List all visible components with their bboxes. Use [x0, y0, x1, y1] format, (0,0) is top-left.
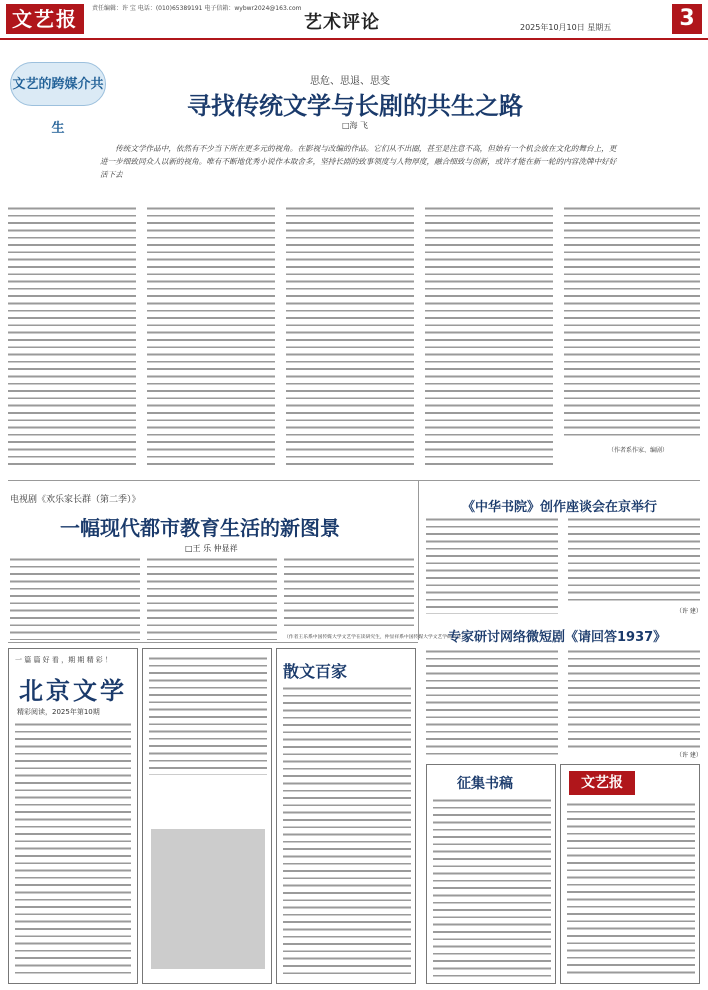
section-title: 艺术评论	[304, 12, 380, 33]
newspaper-logo: 文艺报	[6, 4, 84, 34]
solicitation-box	[426, 764, 556, 984]
ad-text	[433, 797, 551, 977]
review-kicker: 电视剧《欢乐家长群（第二季）》	[10, 495, 141, 505]
ad-text	[149, 655, 267, 775]
ad-logo: 北京文学	[19, 676, 127, 705]
news1-body	[426, 516, 700, 614]
page-number: 3	[672, 4, 702, 34]
body-column	[147, 556, 277, 640]
review-author-note: （作者王乐系中国传媒大学文艺学在读研究生，仲显祥系中国传媒大学文艺学研究生）	[284, 635, 467, 640]
ad-tagline: 精彩阅读，2025年第10期	[17, 708, 100, 716]
review-body	[10, 556, 467, 640]
ad-contents-list	[15, 721, 131, 976]
body-column	[425, 205, 553, 470]
ad-image	[151, 829, 265, 969]
body-column	[568, 648, 700, 748]
body-column	[426, 516, 558, 614]
editor-info: 责任编辑：许 宝 电话：(010)65389191 电子信箱：wybwr2024@163.com	[92, 5, 302, 12]
body-column	[284, 556, 414, 631]
issue-date: 2025年10月10日 星期五	[520, 23, 612, 32]
feature-headline: 寻找传统文学与长剧的共生之路	[187, 92, 523, 120]
body-column	[426, 648, 558, 758]
divider	[8, 642, 418, 643]
body-column	[286, 205, 414, 470]
solicitation-title: 征集书稿	[457, 776, 513, 792]
news2-body	[426, 648, 700, 758]
subscription-ad	[142, 648, 272, 984]
column-name: 文艺的跨媒介共生	[12, 77, 104, 136]
feature-kicker: 思危、思退、思变	[310, 76, 390, 87]
divider	[8, 480, 700, 481]
body-column	[147, 205, 275, 470]
body-column	[568, 516, 700, 604]
divider	[418, 480, 419, 640]
feature-author-note: （作者系作家、编剧）	[608, 447, 669, 454]
news1-credit: （许 建）	[676, 608, 702, 615]
review-headline: 一幅现代都市教育生活的新图景	[60, 516, 340, 540]
news2-headline: 专家研讨网络微短剧《请回答1937》	[448, 630, 667, 645]
feature-lede: 传统文学作品中，依然有不少当下所在更多元的视角。在影视与改编的作品。它们从不出圈，甚至是注意不高，但始有一个机会放在文化的舞台上，更进一步细致同众人以新的视角。唯有不断地优秀小说作本取舍多，坚持长剧的致事领度与人物厚度，融合细致与创新，或许才能在新一轮的内容洗牌中好好活下去	[100, 144, 617, 179]
feature-byline: □海 飞	[341, 121, 369, 130]
beijing-literature-ad	[8, 648, 138, 984]
ad-subtitle: 一 篇 篇 好 看 ，期 期 精 彩 ！	[15, 656, 113, 664]
magazine-ad	[276, 648, 416, 984]
feature-body	[8, 205, 700, 470]
body-column	[8, 205, 136, 470]
body-column	[10, 556, 140, 640]
body-column	[564, 205, 700, 440]
news1-headline: 《中华书院》创作座谈会在京举行	[462, 500, 658, 515]
news2-credit: （许 建）	[676, 752, 702, 759]
magazine-title: 散文百家	[283, 662, 348, 681]
column-badge	[10, 62, 106, 136]
wyb-logo: 文艺报	[569, 771, 635, 795]
ad-text	[567, 801, 695, 976]
wyb-subscription-ad	[560, 764, 700, 984]
review-byline: □王 乐 仲显祥	[185, 544, 238, 553]
ad-text	[283, 685, 411, 975]
